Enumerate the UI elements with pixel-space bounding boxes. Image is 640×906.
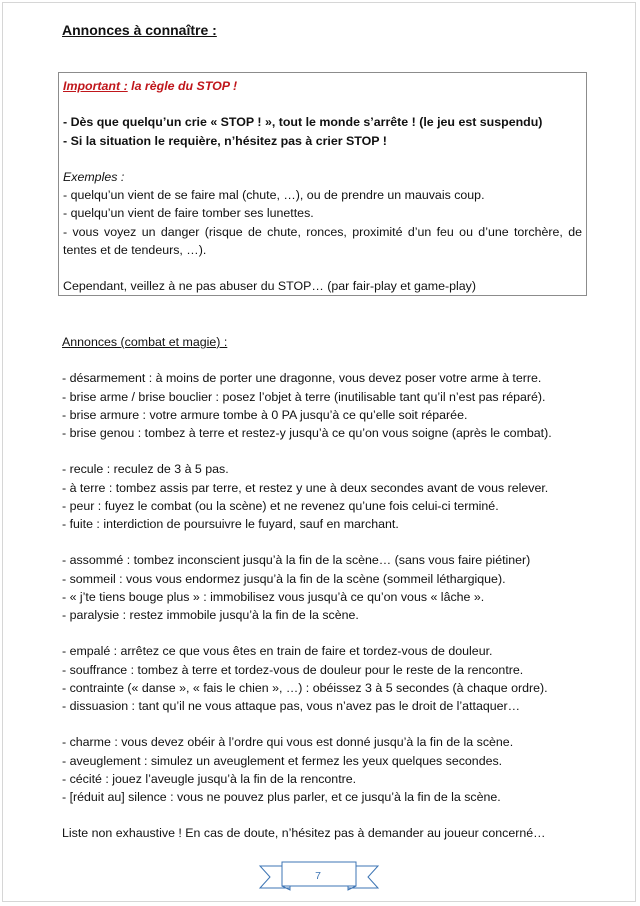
footer-note: Liste non exhaustive ! En cas de doute, n’hésitez pas à demander au joueur concerné…: [62, 826, 546, 841]
announcement-item: - aveuglement : simulez un aveuglement et fermez les yeux quelques secondes.: [62, 753, 503, 768]
announcement-item: - empalé : arrêtez ce que vous êtes en train de faire et tordez-vous de douleur.: [62, 644, 493, 659]
stop-rule-1: - Dès que quelqu’un crie « STOP ! », tout le monde s’arrête ! (le jeu est suspendu): [63, 115, 543, 130]
example-item: - quelqu’un vient de se faire mal (chute, …), ou de prendre un mauvais coup.: [63, 188, 485, 203]
announcement-item: - « j’te tiens bouge plus » : immobilisez vous jusqu’à ce qu’on vous « lâche ».: [62, 589, 485, 604]
announcements-subtitle: Annonces (combat et magie) :: [62, 335, 228, 349]
announcement-item: - brise genou : tombez à terre et restez-y jusqu’à ce qu’on vous soigne (après le combat).: [62, 426, 552, 440]
announcement-item: - dissuasion : tant qu’il ne vous attaque pas, vous n’avez pas le droit de l’attaquer…: [62, 699, 521, 713]
announcement-item: - fuite : interdiction de poursuivre le fuyard, sauf en marchant.: [62, 517, 399, 531]
announcement-item: - [réduit au] silence : vous ne pouvez plus parler, et ce jusqu’à la fin de la scène.: [62, 790, 501, 804]
announcement-item: - paralysie : restez immobile jusqu’à la fin de la scène.: [62, 608, 359, 622]
page-title: Annonces à connaître :: [62, 22, 217, 38]
announcement-item: - désarmement : à moins de porter une dragonne, vous devez poser votre arme à terre.: [62, 371, 542, 386]
stop-closing-note: Cependant, veillez à ne pas abuser du STOP… (par fair-play et game-play): [63, 279, 477, 294]
important-label: Important :: [63, 79, 128, 93]
page-number: 7: [315, 870, 321, 882]
announcement-item: - peur : fuyez le combat (ou la scène) et ne revenez qu’une fois celui-ci terminé.: [62, 498, 499, 513]
announcement-item: - brise armure : votre armure tombe à 0 PA jusqu’à ce qu’elle soit réparée.: [62, 407, 468, 422]
example-item: - quelqu’un vient de faire tomber ses lunettes.: [63, 206, 314, 221]
announcement-item: - à terre : tombez assis par terre, et restez y une à deux secondes avant de vous relever.: [62, 480, 549, 495]
announcement-item: - recule : reculez de 3 à 5 pas.: [62, 462, 229, 477]
example-item: - vous voyez un danger (risque de chute, ronces, proximité d’un feu ou d’une torchère, de tentes et de tendeurs, …).: [63, 224, 582, 257]
stop-rule-box: [58, 72, 587, 296]
announcement-item: - souffrance : tombez à terre et tordez-vous de douleur pour le reste de la rencontre.: [62, 662, 524, 677]
announcement-item: - contrainte (« danse », « fais le chien », …) : obéissez 3 à 5 secondes (à chaque ordre).: [62, 680, 548, 695]
stop-rule-heading: [63, 77, 582, 95]
announcement-item: - charme : vous devez obéir à l’ordre qui vous est donné jusqu’à la fin de la scène.: [62, 735, 514, 750]
stop-rule-title: la règle du STOP !: [127, 79, 238, 93]
announcement-item: - cécité : jouez l’aveugle jusqu’à la fin de la rencontre.: [62, 771, 357, 786]
examples-label: Exemples :: [63, 169, 125, 184]
announcement-item: - assommé : tombez inconscient jusqu’à la fin de la scène… (sans vous faire piétiner): [62, 553, 531, 568]
stop-rule-2: - Si la situation le requière, n’hésitez pas à crier STOP !: [63, 133, 387, 148]
announcements-section: [62, 333, 622, 843]
announcement-item: - brise arme / brise bouclier : posez l’objet à terre (inutilisable tant qu’il n’est pas réparé).: [62, 389, 546, 404]
announcement-item: - sommeil : vous vous endormez jusqu’à la fin de la scène (sommeil léthargique).: [62, 571, 506, 586]
